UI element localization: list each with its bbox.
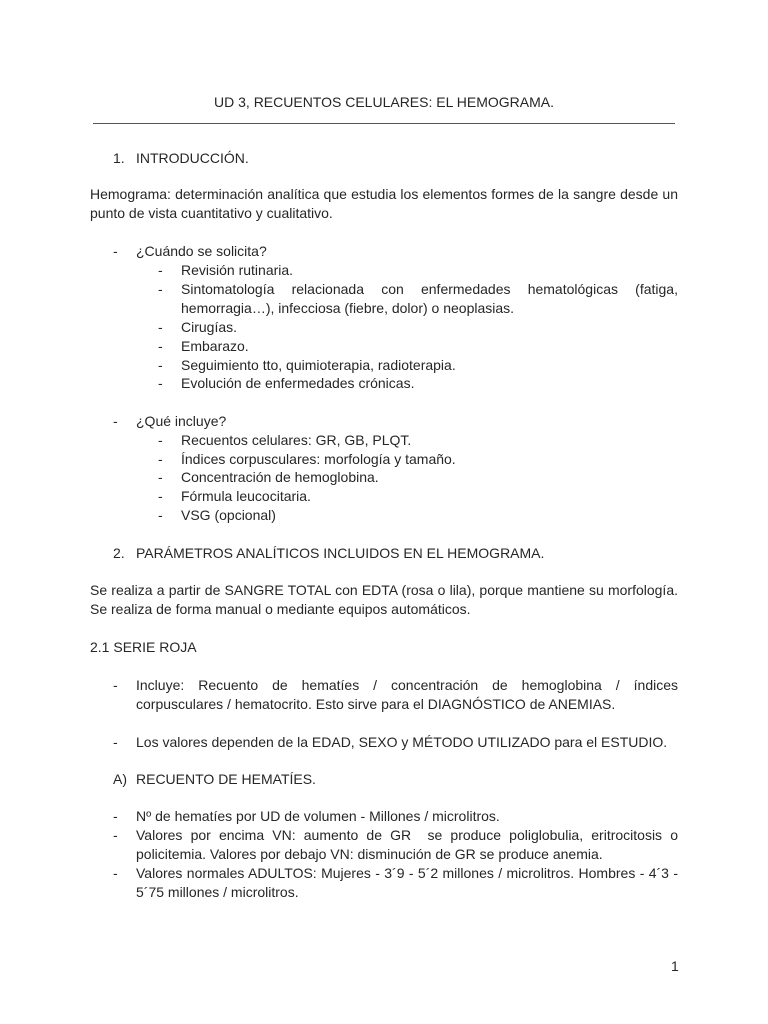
section-title: PARÁMETROS ANALÍTICOS INCLUIDOS EN EL HEMOGRAMA.	[136, 545, 545, 561]
list-dash: -	[113, 808, 118, 824]
section-title: RECUENTO DE HEMATÍES.	[136, 771, 316, 787]
section-number: 2.	[113, 545, 125, 561]
title-divider	[93, 123, 675, 124]
list-item-text: Concentración de hemoglobina.	[181, 469, 379, 485]
list-dash: -	[113, 865, 118, 881]
subsection-serie-roja: 2.1 SERIE ROJA	[90, 639, 197, 655]
list-dash: -	[158, 451, 163, 467]
list-item-text: Recuentos celulares: GR, GB, PLQT.	[181, 432, 412, 448]
list-dash: -	[113, 734, 118, 750]
list-item-text: Revisión rutinaria.	[181, 262, 294, 278]
section-2-paragraph: Se realiza a partir de SANGRE TOTAL con EDTA (rosa o lila), porque mantiene su morfología. Se realiza de forma manual o mediante equipos automáticos.	[90, 582, 678, 617]
list-dash: -	[113, 827, 118, 843]
question-label: ¿Qué incluye?	[136, 413, 227, 429]
list-item-text: Nº de hematíes por UD de volumen - Millones / microlitros.	[136, 808, 500, 824]
question-label: ¿Cuándo se solicita?	[136, 243, 267, 259]
list-item-text: Fórmula leucocitaria.	[181, 488, 311, 504]
list-dash: -	[113, 243, 118, 259]
list-item-text: Incluye: Recuento de hematíes / concentración de hemoglobina / índices corpusculares / hematocrito. Esto sirve para el DIAGNÓSTICO de ANEMIAS.	[136, 677, 678, 712]
list-dash: -	[158, 281, 163, 297]
list-item-text: Índices corpusculares: morfología y tamaño.	[181, 451, 456, 467]
list-dash: -	[158, 507, 163, 523]
list-dash: -	[158, 357, 163, 373]
list-item-text: Seguimiento tto, quimioterapia, radioterapia.	[181, 357, 456, 373]
list-dash: -	[113, 677, 118, 693]
list-dash: -	[158, 488, 163, 504]
list-item-text: Sintomatología relacionada con enfermedades hematológicas (fatiga, hemorragia…), infecciosa (fiebre, dolor) o neoplasias.	[181, 281, 678, 316]
list-item-text: VSG (opcional)	[181, 507, 276, 523]
list-dash: -	[158, 338, 163, 354]
list-item-text: Valores normales ADULTOS: Mujeres - 3´9 - 5´2 millones / microlitros. Hombres - 4´3 - 5´75 millones / microlitros.	[136, 865, 678, 900]
list-dash: -	[158, 469, 163, 485]
intro-paragraph: Hemograma: determinación analítica que estudia los elementos formes de la sangre desde un punto de vista cuantitativo y cualitativo.	[90, 186, 678, 221]
list-dash: -	[113, 413, 118, 429]
section-number: 1.	[113, 150, 125, 166]
list-dash: -	[158, 375, 163, 391]
document-title: UD 3, RECUENTOS CELULARES: EL HEMOGRAMA.	[214, 94, 554, 110]
list-item-text: Valores por encima VN: aumento de GR se produce poliglobulia, eritrocitosis o policitemia. Valores por debajo VN: disminución de GR se produce anemia.	[136, 827, 682, 862]
list-dash: -	[158, 432, 163, 448]
section-number: A)	[113, 771, 127, 787]
section-title: INTRODUCCIÓN.	[136, 150, 249, 166]
list-item-text: Evolución de enfermedades crónicas.	[181, 375, 415, 391]
page-number: 1	[671, 958, 679, 974]
list-item-text: Cirugías.	[181, 319, 238, 335]
list-dash: -	[158, 319, 163, 335]
list-dash: -	[158, 262, 163, 278]
list-item-text: Embarazo.	[181, 338, 249, 354]
list-item-text: Los valores dependen de la EDAD, SEXO y MÉTODO UTILIZADO para el ESTUDIO.	[136, 734, 668, 750]
